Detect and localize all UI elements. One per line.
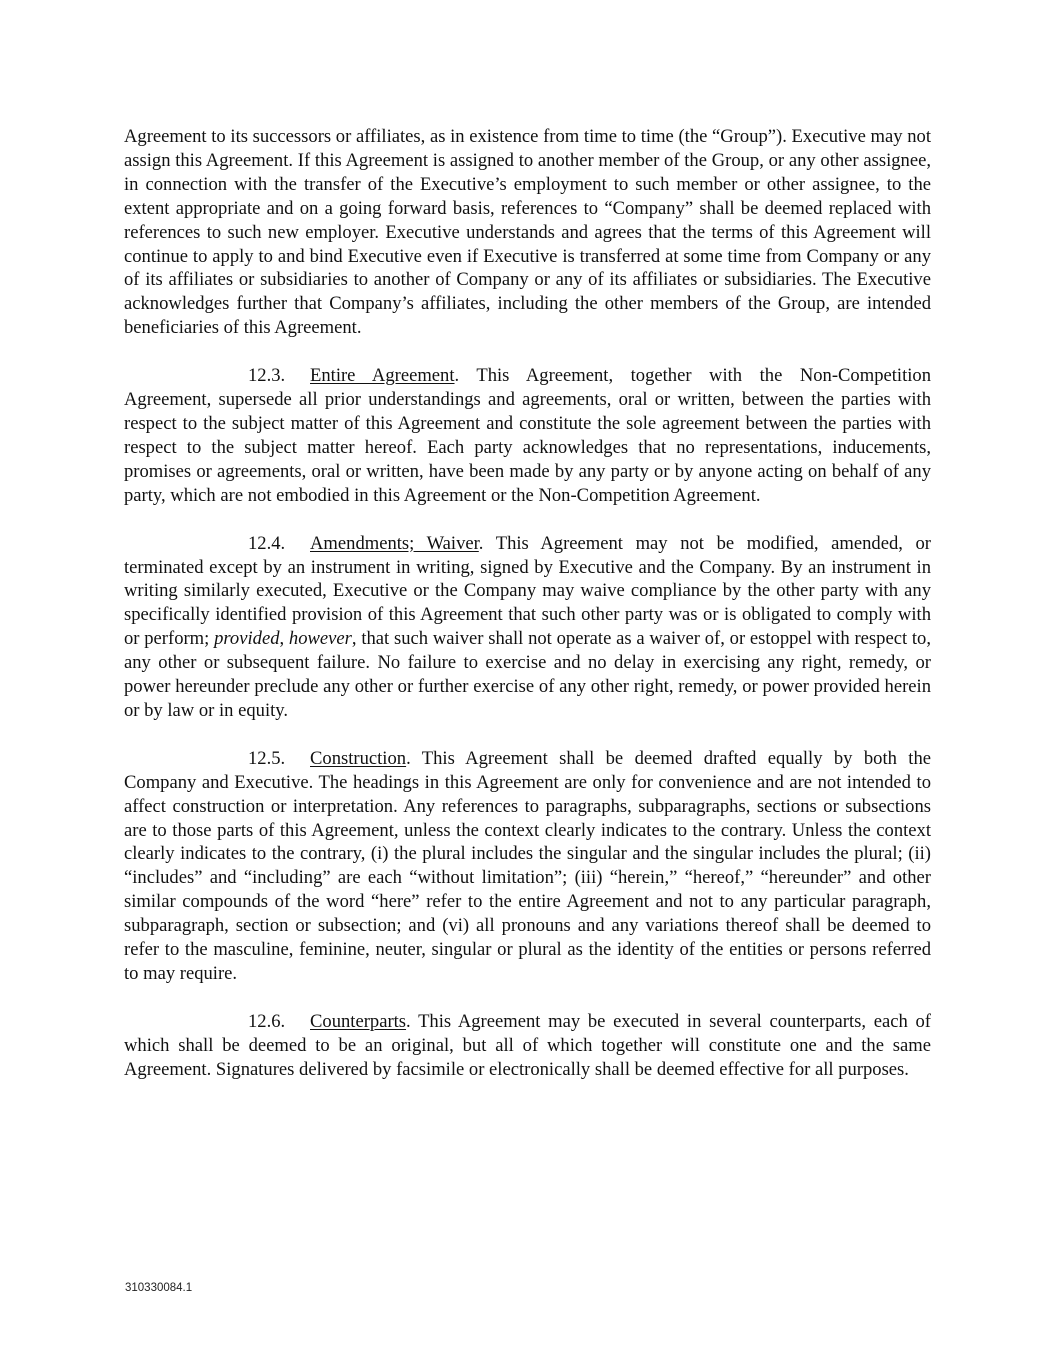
comma: , [279,628,289,650]
section-title: Amendments; Waiver [310,532,479,554]
section-number: 12.5. [248,747,286,769]
italic-provided: provided [214,628,280,650]
document-page [124,125,931,1106]
section-body: . This Agreement shall be deemed drafted equally by both the Company and Executive. The headings in this Agreement are only for convenience and are not intended to affect construction or interpretation. Any references to paragraphs, subparagraphs, sections or subsections are to those parts of this Agreement, unless the context clearly indicates to the contrary. Unless the context clearly indicates to the contrary, (i) the plural includes the singular and the singular includes the plural; (ii) “includes” and “including” are each “without limitation”; (iii) “herein,” “hereof,” “hereunder” and other similar compounds of the word “here” refer to the entire Agreement and not to any particular paragraph, subparagraph, section or subsection; and (vi) all pronouns and any variations thereof shall be deemed to refer to the masculine, feminine, neuter, singular or plural as the identity of the entities or persons referred to may require. [124,747,931,984]
section-title: Counterparts [310,1010,407,1032]
section-number: 12.6. [248,1010,286,1032]
footer-document-id: 310330084.1 [125,1282,193,1294]
section-body: . This Agreement, together with the Non-Competition Agreement, supersede all prior understandings and agreements, oral or written, between the parties with respect to the subject matter of this Agreement and constitute the sole agreement between the parties with respect to the subject matter hereof. Each party acknowledges that no representations, inducements, promises or agreements, oral or written, have been made by any party or by anyone acting on behalf of any party, which are not embodied in this Agreement or the Non-Competition Agreement. [124,365,932,506]
section-12-6 [124,1010,931,1082]
italic-however: however [288,628,352,650]
section-body: . This Agreement may not be modified, amended, or terminated except by an instrument in writing, signed by Executive and the Company. By an instrument in writing similarly executed, Executive or the Company may waive compliance by the other party with any specifically identified provision of this Agreement that such other party was or is obligated to comply with or perform; [124,532,931,650]
section-number: 12.3. [248,365,286,387]
section-title: Entire Agreement [310,365,455,387]
section-body-continued: , that such waiver shall not operate as a waiver of, or estoppel with respect to, any other or subsequent failure. No failure to exercise and no delay in exercising any right, remedy, or power hereunder preclude any other or further exercise of any other right, remedy, or power provided herein or by law or in equity. [124,628,931,721]
section-12-5 [124,747,931,986]
section-body: . This Agreement may be executed in several counterparts, each of which shall be deemed to be an original, but all of which together will constitute one and the same Agreement. Signatures delivered by facsimile or electronically shall be deemed effective for all purposes. [124,1010,931,1080]
section-12-3 [124,364,931,507]
section-number: 12.4. [248,532,286,554]
section-title: Construction [310,747,407,769]
section-12-4 [124,532,931,723]
continuation-paragraph: Agreement to its successors or affiliates, as in existence from time to time (the “Group”). Executive may not assign this Agreement. If this Agreement is assigned to another member of the Group, or any other assignee, in connection with the transfer of the Executive’s employment to such member or other assignee, to the extent appropriate and on a going forward basis, references to “Company” shall be deemed replaced with references to such new employer. Executive understands and agrees that the terms of this Agreement will continue to apply to and bind Executive even if Executive is transferred at some time from Company or any of its affiliates or subsidiaries to another of Company or any of its affiliates or subsidiaries. The Executive acknowledges further that Company’s affiliates, including the other members of the Group, are intended beneficiaries of this Agreement. [124,126,931,339]
